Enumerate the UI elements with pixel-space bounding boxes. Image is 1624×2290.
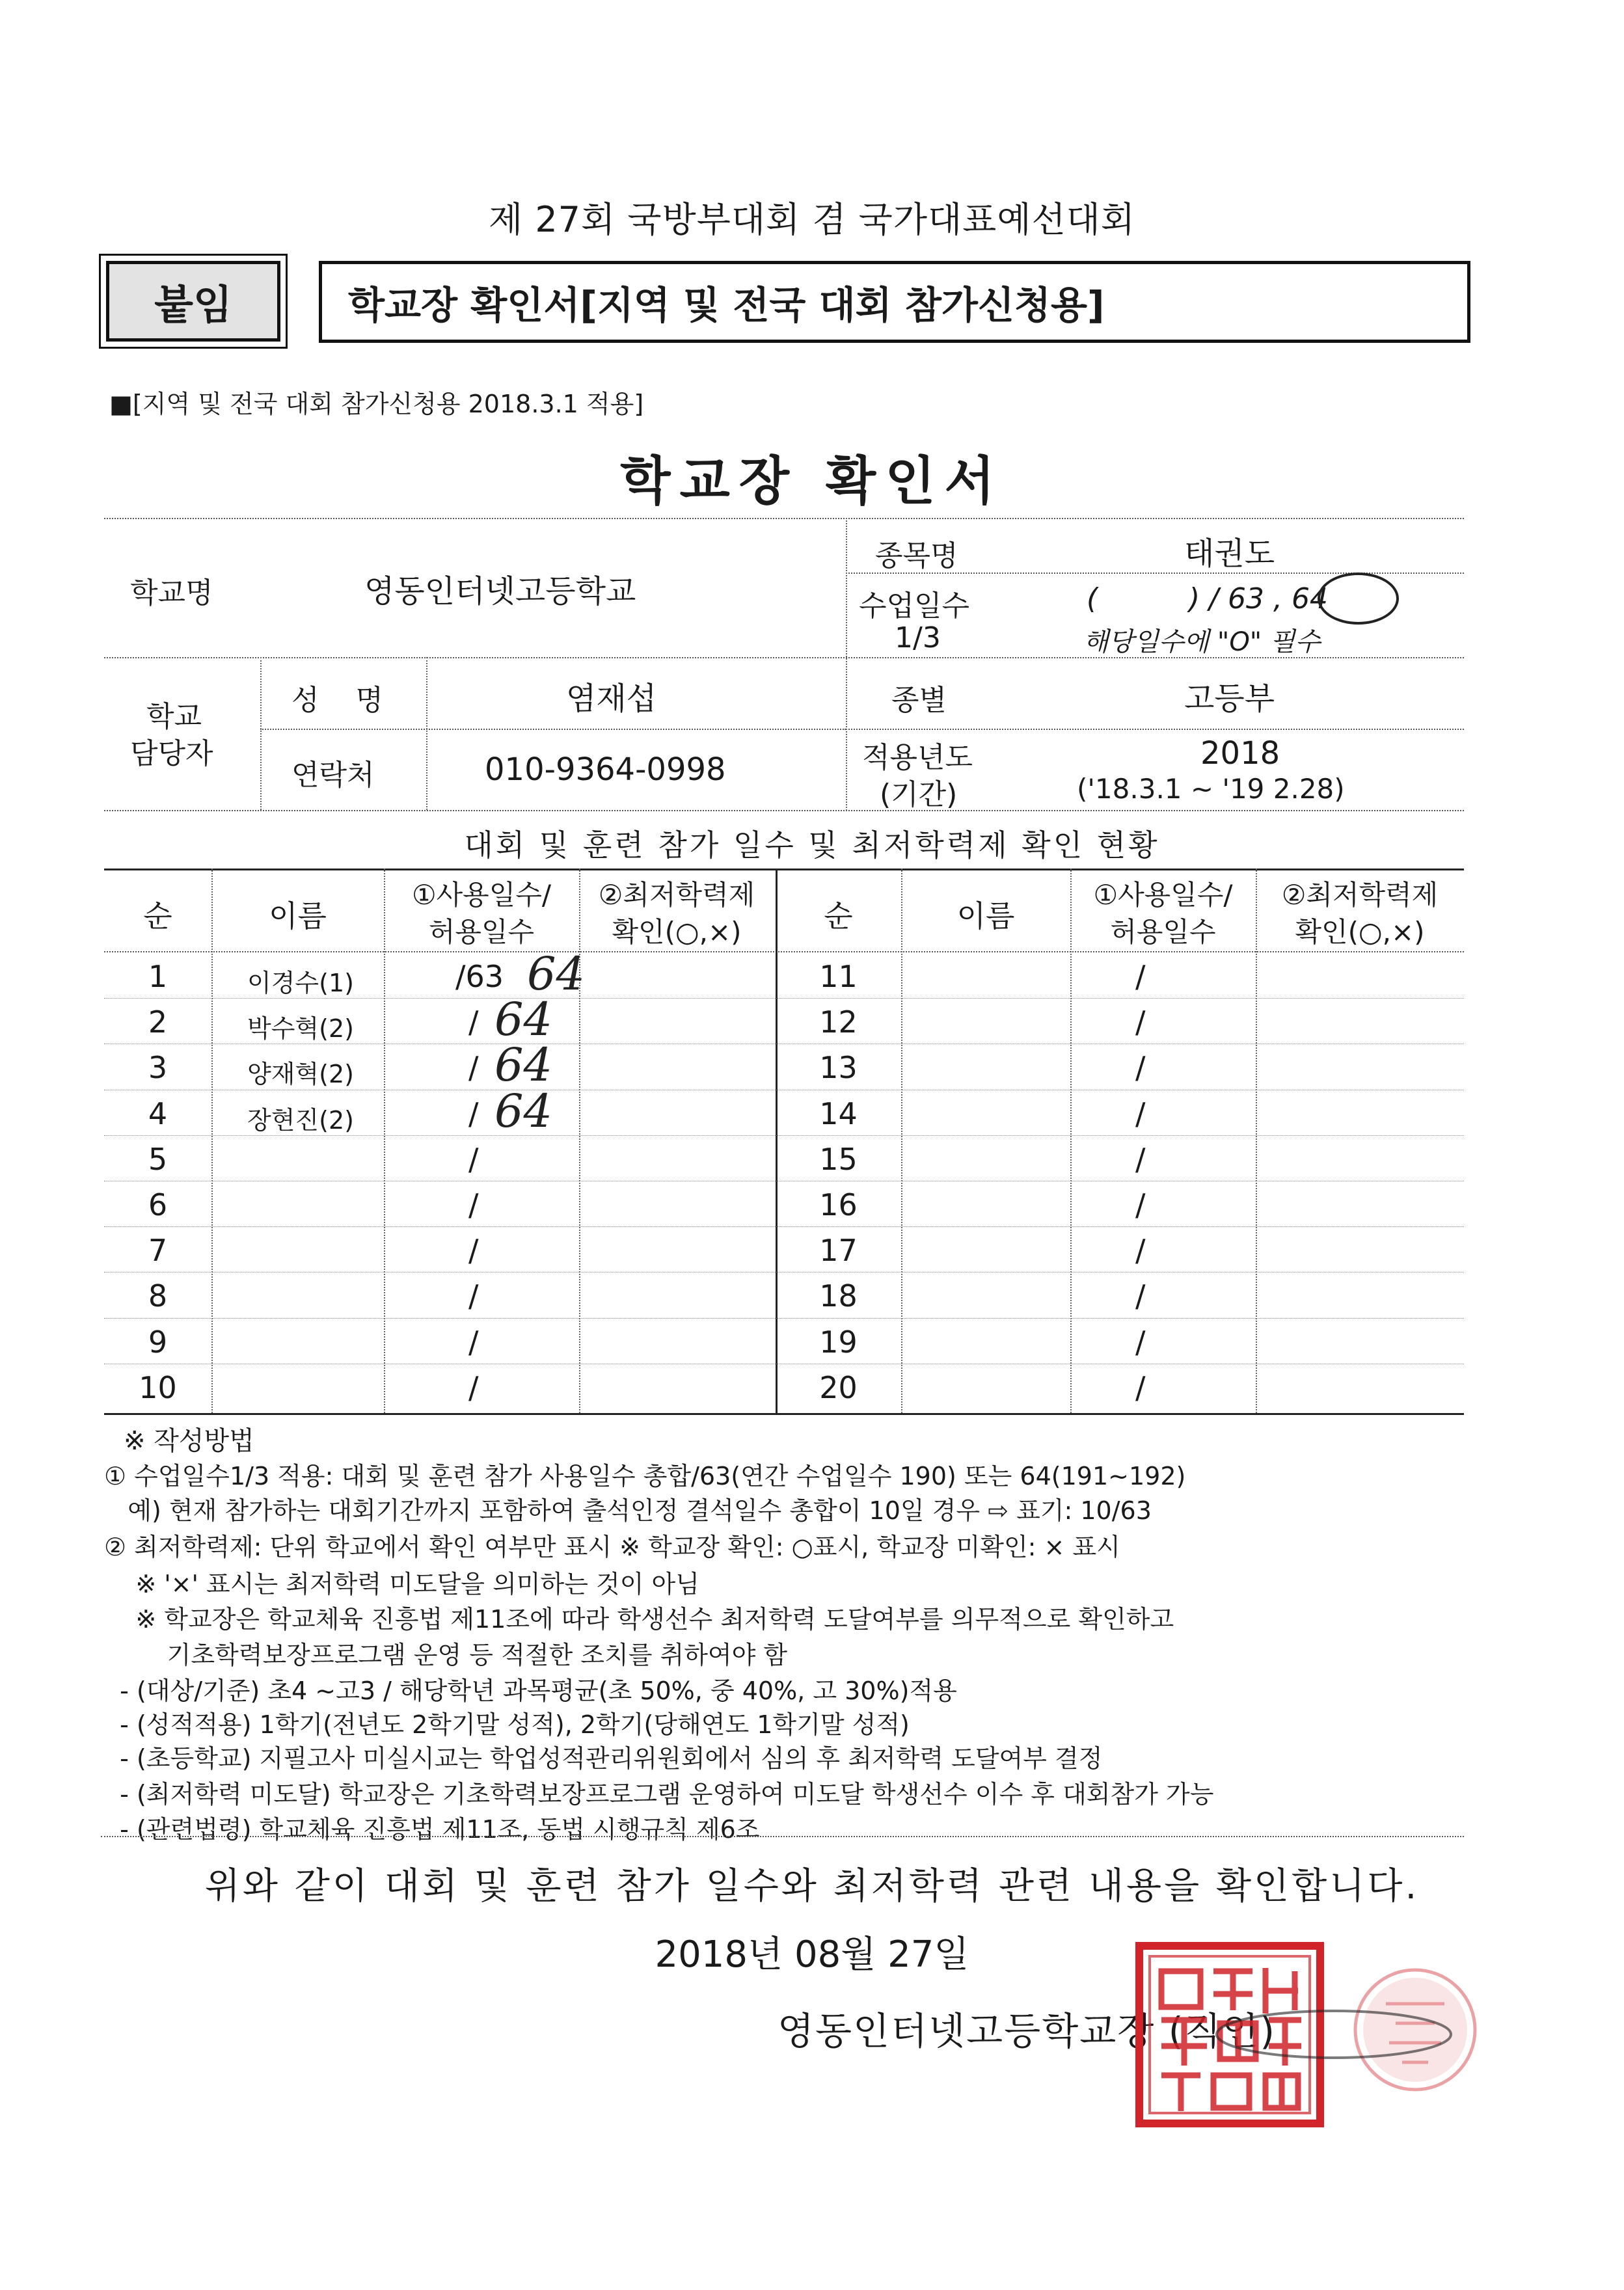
note-line: ※ '×' 표시는 최저학력 미도달을 의미하는 것이 아님 bbox=[104, 1570, 699, 1598]
year-label-period: (기간) bbox=[880, 778, 958, 811]
handwritten-days: 64 bbox=[494, 993, 553, 1046]
header-min-sub: 확인(○,×) bbox=[1295, 916, 1425, 948]
row-number: 5 bbox=[148, 1142, 168, 1177]
year-value: 2018 bbox=[1200, 735, 1280, 772]
days-used: / bbox=[468, 1004, 479, 1040]
header-min: ②최저학력제 bbox=[598, 879, 755, 911]
form-title: 학교장 확인서 bbox=[620, 451, 1004, 511]
row-number: 17 bbox=[819, 1233, 858, 1268]
days-used: / bbox=[1135, 959, 1146, 994]
days-used: / bbox=[468, 1278, 479, 1313]
info-divider bbox=[426, 657, 427, 810]
info-rule bbox=[846, 729, 1464, 730]
row-number: 18 bbox=[819, 1278, 858, 1313]
info-rule bbox=[260, 729, 846, 730]
days-used: / bbox=[1135, 1142, 1146, 1177]
form-note: ■[지역 및 전국 대회 참가신청용 2018.3.1 적용] bbox=[109, 390, 644, 418]
days-used: / bbox=[1135, 1004, 1146, 1040]
sport-label: 종목명 bbox=[875, 539, 958, 572]
row-number: 4 bbox=[148, 1096, 168, 1131]
days-used: / bbox=[1135, 1050, 1146, 1085]
row-number: 13 bbox=[819, 1050, 858, 1085]
note-line: - (초등학교) 지필고사 미실시교는 학업성적관리위원회에서 심의 후 최저학력 도달여부 결정 bbox=[104, 1744, 1103, 1773]
attach-label: 붙임 bbox=[106, 261, 280, 342]
row-number: 15 bbox=[819, 1142, 858, 1177]
days-used: / bbox=[1135, 1233, 1146, 1268]
note-line: 기초학력보장프로그램 운영 등 적절한 조치를 취하여야 함 bbox=[104, 1641, 788, 1669]
principal-name: 영동인터넷고등학교장 (직인) bbox=[778, 2009, 1277, 2053]
col-divider bbox=[211, 869, 213, 1413]
note-line: ① 수업일수1/3 적용: 대회 및 훈련 참가 사용일수 총합/63(연간 수업일수 190) 또는 64(191~192) bbox=[104, 1462, 1186, 1490]
col-divider bbox=[384, 869, 385, 1413]
note-line: ② 최저학력제: 단위 학교에서 확인 여부만 표시 ※ 학교장 확인: ○표시, 학교장 미확인: × 표시 bbox=[104, 1533, 1120, 1561]
note-line: 예) 현재 참가하는 대회기간까지 포함하여 출석인정 결석일수 총합이 10일 경우 ⇨ 표기: 10/63 bbox=[104, 1496, 1152, 1525]
header-days: ①사용일수/ bbox=[1093, 879, 1233, 911]
table-bottom-rule bbox=[104, 1413, 1464, 1415]
info-rule bbox=[104, 810, 1464, 811]
notes-heading: ※ 작성방법 bbox=[124, 1426, 254, 1456]
col-divider bbox=[1256, 869, 1257, 1413]
row-number: 10 bbox=[139, 1370, 177, 1405]
school-label: 학교명 bbox=[130, 576, 213, 610]
row-number: 16 bbox=[819, 1187, 858, 1222]
handwritten-days: 64 bbox=[494, 1084, 553, 1138]
header-no: 순 bbox=[143, 898, 172, 934]
header-no: 순 bbox=[824, 898, 853, 934]
days-used: / bbox=[468, 1096, 479, 1131]
row-number: 20 bbox=[819, 1370, 858, 1405]
days-used: / bbox=[1135, 1325, 1146, 1360]
student-name: 이경수(1) bbox=[247, 969, 354, 997]
seal-circle-mark bbox=[1210, 2007, 1457, 2062]
note-line: - (최저학력 미도달) 학교장은 기초학력보장프로그램 운영하여 미도달 학생선수 이수 후 대회참가 가능 bbox=[104, 1780, 1214, 1809]
days-sub: 1/3 bbox=[895, 621, 941, 654]
student-name: 장현진(2) bbox=[247, 1106, 354, 1135]
info-divider bbox=[846, 518, 847, 811]
note-line: ※ 학교장은 학교체육 진흥법 제11조에 따라 학생선수 최저학력 도달여부를 의무적으로 확인하고 bbox=[104, 1605, 1174, 1634]
contact-label-1: 학교 bbox=[146, 700, 202, 733]
col-divider bbox=[1070, 869, 1072, 1413]
handwritten-days: 64 bbox=[527, 947, 586, 1001]
name-value: 염재섭 bbox=[566, 680, 657, 717]
days-used: / bbox=[468, 1370, 479, 1405]
header-min: ②최저학력제 bbox=[1281, 879, 1439, 911]
row-rule bbox=[104, 1226, 1464, 1227]
phone-value: 010-9364-0998 bbox=[485, 751, 726, 788]
event-title: 제 27회 국방부대회 겸 국가대표예선대회 bbox=[489, 199, 1135, 240]
days-hint: 해당일수에 "O" 필수 bbox=[1083, 627, 1321, 657]
days-used: / bbox=[468, 1325, 479, 1360]
row-number: 9 bbox=[148, 1325, 168, 1360]
row-number: 7 bbox=[148, 1233, 168, 1268]
handwritten-days: 64 bbox=[494, 1038, 553, 1092]
row-number: 11 bbox=[819, 959, 858, 994]
days-used: / bbox=[468, 1050, 479, 1085]
row-number: 14 bbox=[819, 1096, 858, 1131]
name-label: 성 명 bbox=[291, 684, 383, 717]
row-number: 1 bbox=[148, 959, 168, 994]
row-number: 2 bbox=[148, 1004, 168, 1040]
division-label: 종별 bbox=[891, 684, 947, 717]
days-used: / bbox=[468, 1233, 479, 1268]
handwritten-circle bbox=[1318, 572, 1399, 625]
table-header-rule bbox=[104, 951, 1464, 952]
header-min-sub: 확인(○,×) bbox=[612, 916, 742, 948]
school-name: 영동인터넷고등학교 bbox=[364, 573, 636, 610]
row-number: 12 bbox=[819, 1004, 858, 1040]
row-number: 8 bbox=[148, 1278, 168, 1313]
header-days: ①사용일수/ bbox=[411, 879, 552, 911]
notes-bottom-rule bbox=[101, 1836, 1464, 1837]
days-used: / bbox=[1135, 1096, 1146, 1131]
phone-label: 연락처 bbox=[291, 759, 375, 792]
note-line: - (관련법령) 학교체육 진흥법 제11조, 동법 시행규칙 제6조 bbox=[104, 1815, 760, 1844]
col-divider bbox=[901, 869, 902, 1413]
days-used: /63 bbox=[455, 959, 504, 994]
certificate-title: 학교장 확인서[지역 및 전국 대회 참가신청용] bbox=[319, 261, 1470, 343]
days-used: / bbox=[468, 1187, 479, 1222]
days-used: / bbox=[1135, 1370, 1146, 1405]
table-top-rule bbox=[104, 869, 1464, 870]
header-days-sub: 허용일수 bbox=[428, 916, 535, 948]
row-rule bbox=[104, 1318, 1464, 1319]
row-rule bbox=[104, 998, 1464, 999]
student-name: 박수혁(2) bbox=[247, 1014, 354, 1043]
header-name: 이름 bbox=[269, 898, 327, 934]
row-rule bbox=[104, 1272, 1464, 1273]
year-period: ('18.3.1 ~ '19 2.28) bbox=[1077, 773, 1345, 805]
note-line: - (대상/기준) 초4 ~고3 / 해당학년 과목평균(초 50%, 중 40%, 고 30%)적용 bbox=[104, 1677, 957, 1705]
year-label: 적용년도 bbox=[862, 741, 973, 774]
sport-value: 태권도 bbox=[1184, 535, 1275, 572]
days-value: ( ) / 63 , 64 bbox=[1087, 582, 1328, 615]
days-used: / bbox=[1135, 1278, 1146, 1313]
row-number: 6 bbox=[148, 1187, 168, 1222]
note-line: - (성적적용) 1학기(전년도 2학기말 성적), 2학기(당해연도 1학기말 성적) bbox=[104, 1710, 910, 1739]
date-text: 2018년 08월 27일 bbox=[655, 1933, 969, 1976]
days-label: 수업일수 bbox=[859, 589, 970, 623]
division-value: 고등부 bbox=[1184, 680, 1275, 717]
contact-label-2: 담당자 bbox=[130, 737, 213, 770]
section-title: 대회 및 훈련 참가 일수 및 최저학력제 확인 현황 bbox=[464, 828, 1160, 863]
days-used: / bbox=[1135, 1187, 1146, 1222]
row-rule bbox=[104, 1135, 1464, 1136]
student-name: 양재혁(2) bbox=[247, 1060, 354, 1088]
days-used: / bbox=[468, 1142, 479, 1177]
row-number: 19 bbox=[819, 1325, 858, 1360]
header-name: 이름 bbox=[956, 898, 1015, 934]
info-table-top-rule bbox=[104, 518, 1464, 519]
info-divider bbox=[260, 657, 262, 810]
row-number: 3 bbox=[148, 1050, 168, 1085]
header-days-sub: 허용일수 bbox=[1110, 916, 1216, 948]
confirm-text: 위와 같이 대회 및 훈련 참가 일수와 최저학력 관련 내용을 확인합니다. bbox=[204, 1865, 1420, 1907]
